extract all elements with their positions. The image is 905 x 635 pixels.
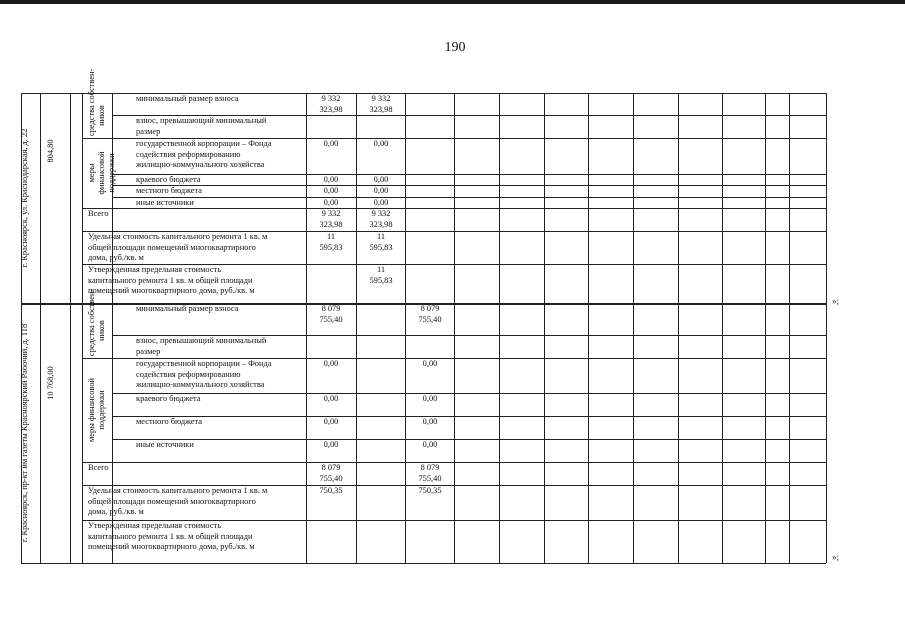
- row-label-excess_contribution: взнос, превышающий минимальный размер: [136, 336, 267, 356]
- table-rule: [82, 462, 826, 463]
- house-address: г. Красноярск, пр-кт им газеты Красноярский Рабочий, д. 118: [20, 323, 29, 543]
- value-col2-local: 0,00: [373, 186, 389, 195]
- table-rule: [82, 138, 112, 139]
- column-rule: [405, 93, 406, 563]
- column-rule: [588, 93, 589, 563]
- block-end-mark: »;: [832, 296, 840, 306]
- row-label-regional: краевого бюджета: [136, 394, 201, 403]
- value-col2-min_contribution: 9 332 323,98: [369, 94, 393, 114]
- column-rule: [789, 93, 790, 563]
- column-rule: [826, 93, 827, 563]
- row-label-total: Всего: [88, 463, 109, 472]
- value-col2-other: 0,00: [373, 198, 389, 207]
- table-rule: [82, 358, 112, 359]
- value-col3-total: 8 079 755,40: [418, 463, 442, 483]
- column-rule: [454, 93, 455, 563]
- value-col1-min_contribution: 8 079 755,40: [319, 304, 343, 324]
- row-label-other: иные источники: [136, 440, 194, 449]
- house-address: г. Красноярск, ул. Краснодарская, д. 22: [20, 128, 29, 268]
- row-label-state_corp: государственной корпорации – Фонда содействия реформированию жилищно-коммунального хозяйства: [136, 359, 272, 390]
- value-col2-state_corp: 0,00: [373, 139, 389, 148]
- value-col1-total: 8 079 755,40: [319, 463, 343, 483]
- row-label-regional: краевого бюджета: [136, 175, 201, 184]
- row-label-max_cost: Утвержденная предельная стоимость капитального ремонта 1 кв. м общей площади помещений многоквартирного дома, руб./кв. м: [88, 521, 255, 552]
- value-col1-local: 0,00: [323, 417, 339, 426]
- row-label-other: иные источники: [136, 198, 194, 207]
- group-owner-funds: средства собствен- ников: [87, 288, 106, 356]
- row-label-total: Всего: [88, 209, 109, 218]
- column-rule: [544, 93, 545, 563]
- column-rule: [678, 93, 679, 563]
- value-col2-total: 9 332 323,98: [369, 209, 393, 229]
- column-rule: [722, 93, 723, 563]
- row-label-unit_cost: Удельная стоимость капитального ремонта 1 кв. м общей площади помещений многоквартирного дома, руб./кв. м: [88, 486, 268, 517]
- value-col1-state_corp: 0,00: [323, 359, 339, 368]
- column-rule: [356, 93, 357, 563]
- group-financial-support: меры финансовой поддержки: [87, 151, 116, 195]
- group-owner-funds: средства собствен- ников: [87, 68, 106, 136]
- value-col1-local: 0,00: [323, 186, 339, 195]
- value-col1-regional: 0,00: [323, 394, 339, 403]
- scan-top-border: [0, 0, 905, 4]
- value-col3-state_corp: 0,00: [422, 359, 438, 368]
- table-rule: [112, 416, 826, 417]
- value-col2-max_cost: 11 595,83: [369, 265, 393, 285]
- table-rule: [112, 393, 826, 394]
- value-col2-unit_cost: 11 595,83: [369, 232, 393, 252]
- value-col1-other: 0,00: [323, 440, 339, 449]
- row-label-min_contribution: минимальный размер взноса: [136, 94, 239, 103]
- row-label-excess_contribution: взнос, превышающий минимальный размер: [136, 116, 267, 136]
- value-col1-min_contribution: 9 332 323,98: [319, 94, 343, 114]
- group-financial-support: меры финансовой поддержки: [87, 378, 106, 442]
- row-label-unit_cost: Удельная стоимость капитального ремонта 1 кв. м общей площади помещений многоквартирного дома, руб./кв. м: [88, 232, 268, 263]
- column-rule: [40, 93, 41, 563]
- column-rule: [765, 93, 766, 563]
- value-col3-local: 0,00: [422, 417, 438, 426]
- row-label-local: местного бюджета: [136, 186, 203, 195]
- value-col3-other: 0,00: [422, 440, 438, 449]
- column-rule: [633, 93, 634, 563]
- value-col1-unit_cost: 750,35: [319, 486, 343, 495]
- table-rule: [112, 197, 826, 198]
- value-col1-unit_cost: 11 595,83: [319, 232, 343, 252]
- row-label-min_contribution: минимальный размер взноса: [136, 304, 239, 313]
- row-label-state_corp: государственной корпорации – Фонда содействия реформированию жилищно-коммунального хозяйства: [136, 139, 272, 170]
- block-end-rule: [21, 563, 826, 564]
- value-col1-regional: 0,00: [323, 175, 339, 184]
- table-rule: [112, 174, 826, 175]
- row-label-max_cost: Утвержденная предельная стоимость капитального ремонта 1 кв. м общей площади помещений многоквартирного дома, руб./кв. м: [88, 265, 255, 296]
- column-rule: [70, 93, 71, 563]
- column-rule: [82, 93, 83, 563]
- row-label-local: местного бюджета: [136, 417, 203, 426]
- value-col3-regional: 0,00: [422, 394, 438, 403]
- value-col1-other: 0,00: [323, 198, 339, 207]
- house-area: 804,80: [46, 138, 55, 163]
- value-col2-regional: 0,00: [373, 175, 389, 184]
- value-col1-state_corp: 0,00: [323, 139, 339, 148]
- column-rule: [499, 93, 500, 563]
- value-col3-unit_cost: 750,35: [418, 486, 442, 495]
- table-rule: [112, 439, 826, 440]
- value-col1-total: 9 332 323,98: [319, 209, 343, 229]
- house-area: 10 768,00: [46, 365, 55, 400]
- column-rule: [306, 93, 307, 563]
- table-rule: [112, 185, 826, 186]
- value-col3-min_contribution: 8 079 755,40: [418, 304, 442, 324]
- page-number: 190: [444, 40, 466, 55]
- block-end-mark: »;: [832, 552, 840, 562]
